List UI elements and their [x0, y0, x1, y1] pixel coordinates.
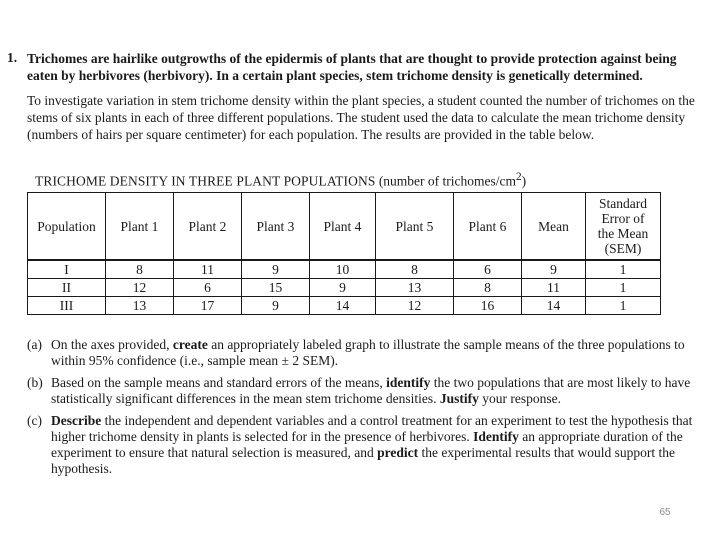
part-c-keyword-predict: predict [377, 445, 419, 460]
cell-plant-6: 16 [454, 297, 522, 315]
cell-plant-5: 8 [376, 260, 454, 279]
investigation-paragraph: To investigate variation in stem trichome density within the plant species, a student counted the number of trichomes on the stems of six plants in each of three different populations. The student used the data to calculate the mean trichome density (numbers of hairs per square centimeter) for each population. The results are provided in the table below. [27, 93, 695, 142]
cell-plant-5: 13 [376, 279, 454, 297]
header-population: Population [28, 193, 106, 261]
part-c-segment: an appropriate duration of the experiment to ensure that natural selection is measured, and [51, 429, 683, 460]
cell-population: III [28, 297, 106, 315]
table-title-close: ) [521, 173, 527, 189]
header-sem [586, 193, 661, 261]
part-a-segment: an appropriately labeled graph to illustrate the sample means of the three populations to within 95% confidence (i.e., sample mean ± 2 SEM). [51, 337, 685, 368]
part-b-segment: the two populations that are most likely to have statistically significant differences in the mean stem trichome densities. [51, 375, 691, 406]
cell-plant-3: 15 [242, 279, 310, 297]
table-title-superscript: 2 [516, 171, 522, 183]
cell-sem: 1 [586, 279, 661, 297]
question-number: 1. [7, 50, 18, 65]
cell-plant-2: 17 [174, 297, 242, 315]
cell-plant-3: 9 [242, 297, 310, 315]
cell-plant-1: 13 [106, 297, 174, 315]
part-b-label: (b) [27, 375, 43, 390]
cell-plant-3: 9 [242, 260, 310, 279]
cell-plant-6: 6 [454, 260, 522, 279]
part-a-label: (a) [27, 337, 42, 352]
table-row [28, 260, 661, 279]
header-plant-6: Plant 6 [454, 193, 522, 261]
part-a-keyword-create: create [172, 337, 208, 352]
cell-plant-2: 11 [174, 260, 242, 279]
part-b-segment: your response. [478, 391, 562, 406]
cell-plant-4: 9 [310, 279, 376, 297]
header-plant-3: Plant 3 [242, 193, 310, 261]
table-header-row [28, 193, 661, 261]
part-c-segment: the independent and dependent variables and a control treatment for an experiment to test the hypothesis that higher trichome density in plants is selected for in the presence of herbivores. [51, 413, 693, 444]
table-title [35, 171, 526, 190]
cell-mean: 9 [522, 260, 586, 279]
part-a-segment: On the axes provided, [51, 337, 173, 352]
header-sem-line-2: Error of [601, 211, 645, 226]
header-plant-5: Plant 5 [376, 193, 454, 261]
table-row [28, 297, 661, 315]
part-b-segment: Based on the sample means and standard errors of the means, [51, 375, 387, 390]
part-c-segment: the experimental results that would support the hypothesis. [51, 445, 675, 476]
question-intro-bold: Trichomes are hairlike outgrowths of the epidermis of plants that are thought to provide protection against being eaten by herbivores (herbivory). In a certain plant species, stem trichome density is genetically determined. [27, 51, 677, 83]
part-c-label: (c) [27, 413, 42, 428]
header-plant-4: Plant 4 [310, 193, 376, 261]
cell-plant-6: 8 [454, 279, 522, 297]
table-row [28, 279, 661, 297]
cell-plant-4: 14 [310, 297, 376, 315]
cell-sem: 1 [586, 297, 661, 315]
cell-plant-5: 12 [376, 297, 454, 315]
part-a [27, 337, 707, 369]
part-b-keyword-justify: Justify [439, 391, 479, 406]
cell-population: I [28, 260, 106, 279]
cell-plant-4: 10 [310, 260, 376, 279]
header-sem-line-3: the Mean [597, 226, 649, 241]
cell-mean: 14 [522, 297, 586, 315]
part-b [27, 375, 707, 407]
cell-plant-1: 12 [106, 279, 174, 297]
header-plant-2: Plant 2 [174, 193, 242, 261]
part-b-keyword-identify: identify [386, 375, 431, 390]
trichome-density-table [27, 192, 661, 315]
part-a-text [51, 337, 707, 369]
header-mean: Mean [522, 193, 586, 261]
part-b-text [51, 375, 707, 407]
cell-plant-1: 8 [106, 260, 174, 279]
part-c-keyword-describe: Describe [51, 413, 102, 428]
part-c-keyword-identify: Identify [473, 429, 519, 444]
cell-mean: 11 [522, 279, 586, 297]
header-sem-line-4: (SEM) [604, 241, 642, 256]
part-c-text [51, 413, 707, 477]
cell-sem: 1 [586, 260, 661, 279]
table-title-units: (number of trichomes/cm [378, 173, 517, 189]
header-sem-line-1: Standard [599, 196, 647, 211]
page-number: 65 [659, 507, 671, 518]
table-title-caps: TRICHOME DENSITY IN THREE PLANT POPULATIONS [35, 173, 376, 189]
header-plant-1: Plant 1 [106, 193, 174, 261]
part-c [27, 413, 707, 477]
cell-population: II [28, 279, 106, 297]
cell-plant-2: 6 [174, 279, 242, 297]
question-intro [27, 50, 703, 84]
question-parts [27, 337, 707, 483]
